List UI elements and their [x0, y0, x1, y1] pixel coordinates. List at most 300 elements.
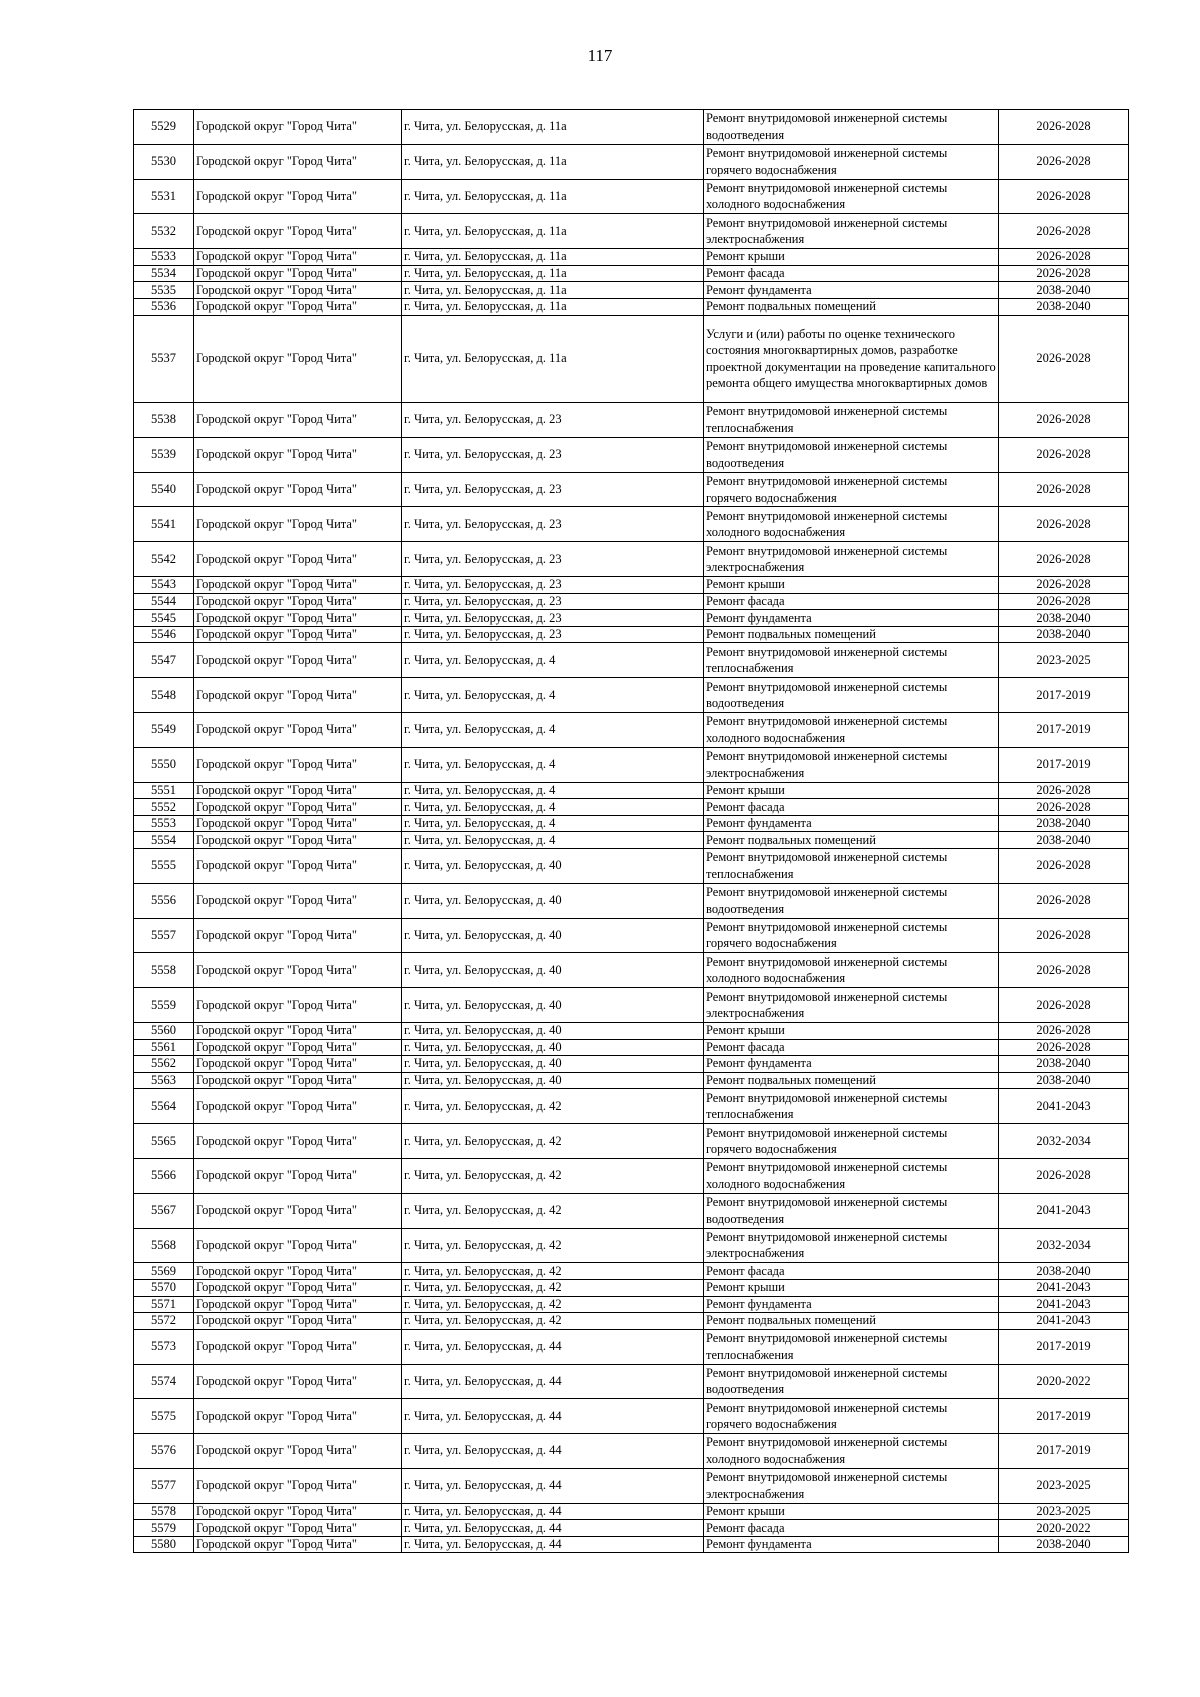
period-cell: 2026-2028 [999, 988, 1129, 1023]
table-row [134, 1193, 1129, 1228]
period-cell: 2038-2040 [999, 1056, 1129, 1073]
table-row [134, 1503, 1129, 1520]
address-cell: г. Чита, ул. Белорусская, д. 4 [402, 782, 704, 799]
work-type-cell: Ремонт крыши [704, 782, 999, 799]
period-cell: 2026-2028 [999, 593, 1129, 610]
address-cell: г. Чита, ул. Белорусская, д. 11а [402, 282, 704, 299]
table-row [134, 144, 1129, 179]
district-cell: Городской округ "Город Чита" [194, 577, 402, 594]
table-row [134, 1279, 1129, 1296]
table-row [134, 782, 1129, 799]
period-cell: 2026-2028 [999, 265, 1129, 282]
work-type-cell: Ремонт фундамента [704, 1536, 999, 1553]
period-cell: 2032-2034 [999, 1124, 1129, 1159]
row-number: 5533 [134, 249, 194, 266]
work-type-cell: Ремонт внутридомовой инженерной системы холодного водоснабжения [704, 179, 999, 214]
work-type-cell: Ремонт фундамента [704, 610, 999, 627]
period-cell: 2026-2028 [999, 1039, 1129, 1056]
table-row [134, 249, 1129, 266]
table-row [134, 1296, 1129, 1313]
work-type-cell: Ремонт фундамента [704, 1296, 999, 1313]
district-cell: Городской округ "Город Чита" [194, 1313, 402, 1330]
district-cell: Городской округ "Город Чита" [194, 144, 402, 179]
table-row [134, 1313, 1129, 1330]
address-cell: г. Чита, ул. Белорусская, д. 4 [402, 643, 704, 678]
address-cell: г. Чита, ул. Белорусская, д. 42 [402, 1158, 704, 1193]
period-cell: 2041-2043 [999, 1313, 1129, 1330]
district-cell: Городской округ "Город Чита" [194, 265, 402, 282]
work-type-cell: Ремонт внутридомовой инженерной системы теплоснабжения [704, 403, 999, 438]
period-cell: 2038-2040 [999, 282, 1129, 299]
district-cell: Городской округ "Город Чита" [194, 988, 402, 1023]
table-row [134, 1329, 1129, 1364]
table-row [134, 542, 1129, 577]
address-cell: г. Чита, ул. Белорусская, д. 40 [402, 1039, 704, 1056]
period-cell: 2023-2025 [999, 643, 1129, 678]
table-row [134, 1228, 1129, 1263]
period-cell: 2041-2043 [999, 1089, 1129, 1124]
work-type-cell: Ремонт внутридомовой инженерной системы водоотведения [704, 1193, 999, 1228]
work-type-cell: Ремонт внутридомовой инженерной системы теплоснабжения [704, 1329, 999, 1364]
row-number: 5552 [134, 799, 194, 816]
district-cell: Городской округ "Город Чита" [194, 832, 402, 849]
table-row [134, 953, 1129, 988]
district-cell: Городской округ "Город Чита" [194, 1228, 402, 1263]
row-number: 5550 [134, 747, 194, 782]
work-type-cell: Ремонт внутридомовой инженерной системы горячего водоснабжения [704, 144, 999, 179]
district-cell: Городской округ "Город Чита" [194, 799, 402, 816]
work-type-cell: Ремонт внутридомовой инженерной системы горячего водоснабжения [704, 1124, 999, 1159]
district-cell: Городской округ "Город Чита" [194, 593, 402, 610]
row-number: 5564 [134, 1089, 194, 1124]
district-cell: Городской округ "Город Чита" [194, 1329, 402, 1364]
district-cell: Городской округ "Город Чита" [194, 815, 402, 832]
period-cell: 2020-2022 [999, 1364, 1129, 1399]
district-cell: Городской округ "Город Чита" [194, 403, 402, 438]
row-number: 5531 [134, 179, 194, 214]
period-cell: 2026-2028 [999, 403, 1129, 438]
row-number: 5558 [134, 953, 194, 988]
address-cell: г. Чита, ул. Белорусская, д. 11а [402, 144, 704, 179]
row-number: 5535 [134, 282, 194, 299]
period-cell: 2026-2028 [999, 577, 1129, 594]
table-row [134, 1158, 1129, 1193]
address-cell: г. Чита, ул. Белорусская, д. 23 [402, 507, 704, 542]
period-cell: 2026-2028 [999, 848, 1129, 883]
period-cell: 2026-2028 [999, 110, 1129, 145]
table-row [134, 610, 1129, 627]
address-cell: г. Чита, ул. Белорусская, д. 11а [402, 315, 704, 403]
district-cell: Городской округ "Город Чита" [194, 953, 402, 988]
district-cell: Городской округ "Город Чита" [194, 1536, 402, 1553]
district-cell: Городской округ "Город Чита" [194, 1056, 402, 1073]
work-type-cell: Ремонт внутридомовой инженерной системы электроснабжения [704, 988, 999, 1023]
work-type-cell: Ремонт внутридомовой инженерной системы горячего водоснабжения [704, 1399, 999, 1434]
work-type-cell: Ремонт подвальных помещений [704, 832, 999, 849]
work-type-cell: Услуги и (или) работы по оценке технического состояния многоквартирных домов, разработке проектной документации на проведение капитального ремонта общего имущества многоквартирных домов [704, 315, 999, 403]
table-row [134, 832, 1129, 849]
address-cell: г. Чита, ул. Белорусская, д. 23 [402, 542, 704, 577]
work-type-cell: Ремонт подвальных помещений [704, 1313, 999, 1330]
row-number: 5546 [134, 626, 194, 643]
period-cell: 2041-2043 [999, 1279, 1129, 1296]
address-cell: г. Чита, ул. Белорусская, д. 40 [402, 883, 704, 918]
row-number: 5555 [134, 848, 194, 883]
district-cell: Городской округ "Город Чита" [194, 678, 402, 713]
row-number: 5537 [134, 315, 194, 403]
address-cell: г. Чита, ул. Белорусская, д. 40 [402, 988, 704, 1023]
address-cell: г. Чита, ул. Белорусская, д. 42 [402, 1279, 704, 1296]
period-cell: 2017-2019 [999, 747, 1129, 782]
period-cell: 2038-2040 [999, 832, 1129, 849]
table-row [134, 403, 1129, 438]
address-cell: г. Чита, ул. Белорусская, д. 11а [402, 265, 704, 282]
district-cell: Городской округ "Город Чита" [194, 249, 402, 266]
period-cell: 2038-2040 [999, 298, 1129, 315]
table-row [134, 1124, 1129, 1159]
district-cell: Городской округ "Город Чита" [194, 282, 402, 299]
work-type-cell: Ремонт внутридомовой инженерной системы холодного водоснабжения [704, 1158, 999, 1193]
table-row [134, 848, 1129, 883]
period-cell: 2026-2028 [999, 214, 1129, 249]
table-body [134, 110, 1129, 1553]
period-cell: 2038-2040 [999, 1072, 1129, 1089]
district-cell: Городской округ "Город Чита" [194, 298, 402, 315]
work-type-cell: Ремонт фасада [704, 1039, 999, 1056]
table-row [134, 1263, 1129, 1280]
row-number: 5538 [134, 403, 194, 438]
work-type-cell: Ремонт внутридомовой инженерной системы холодного водоснабжения [704, 1434, 999, 1469]
work-type-cell: Ремонт фасада [704, 1520, 999, 1537]
work-type-cell: Ремонт крыши [704, 249, 999, 266]
address-cell: г. Чита, ул. Белорусская, д. 23 [402, 610, 704, 627]
work-type-cell: Ремонт подвальных помещений [704, 626, 999, 643]
address-cell: г. Чита, ул. Белорусская, д. 42 [402, 1193, 704, 1228]
work-type-cell: Ремонт внутридомовой инженерной системы водоотведения [704, 1364, 999, 1399]
work-type-cell: Ремонт внутридомовой инженерной системы электроснабжения [704, 1468, 999, 1503]
table-row [134, 298, 1129, 315]
period-cell: 2017-2019 [999, 713, 1129, 748]
table-row [134, 626, 1129, 643]
address-cell: г. Чита, ул. Белорусская, д. 40 [402, 1022, 704, 1039]
period-cell: 2026-2028 [999, 1158, 1129, 1193]
table-row [134, 1039, 1129, 1056]
table-row [134, 799, 1129, 816]
table-row [134, 1434, 1129, 1469]
district-cell: Городской округ "Город Чита" [194, 315, 402, 403]
row-number: 5561 [134, 1039, 194, 1056]
period-cell: 2020-2022 [999, 1520, 1129, 1537]
work-type-cell: Ремонт внутридомовой инженерной системы холодного водоснабжения [704, 953, 999, 988]
work-type-cell: Ремонт крыши [704, 1503, 999, 1520]
period-cell: 2032-2034 [999, 1228, 1129, 1263]
table-row [134, 437, 1129, 472]
district-cell: Городской округ "Город Чита" [194, 1039, 402, 1056]
district-cell: Городской округ "Город Чита" [194, 1364, 402, 1399]
period-cell: 2017-2019 [999, 1434, 1129, 1469]
period-cell: 2026-2028 [999, 542, 1129, 577]
work-type-cell: Ремонт подвальных помещений [704, 1072, 999, 1089]
table-row [134, 110, 1129, 145]
address-cell: г. Чита, ул. Белорусская, д. 4 [402, 832, 704, 849]
period-cell: 2038-2040 [999, 1263, 1129, 1280]
row-number: 5567 [134, 1193, 194, 1228]
district-cell: Городской округ "Город Чита" [194, 643, 402, 678]
work-type-cell: Ремонт подвальных помещений [704, 298, 999, 315]
table-row [134, 918, 1129, 953]
work-type-cell: Ремонт крыши [704, 1279, 999, 1296]
district-cell: Городской округ "Город Чита" [194, 542, 402, 577]
row-number: 5545 [134, 610, 194, 627]
district-cell: Городской округ "Город Чита" [194, 1399, 402, 1434]
address-cell: г. Чита, ул. Белорусская, д. 4 [402, 678, 704, 713]
table-row [134, 593, 1129, 610]
period-cell: 2017-2019 [999, 1329, 1129, 1364]
work-type-cell: Ремонт внутридомовой инженерной системы электроснабжения [704, 1228, 999, 1263]
capital-repair-table [133, 109, 1129, 1553]
address-cell: г. Чита, ул. Белорусская, д. 42 [402, 1313, 704, 1330]
district-cell: Городской округ "Город Чита" [194, 214, 402, 249]
address-cell: г. Чита, ул. Белорусская, д. 23 [402, 403, 704, 438]
table-row [134, 1399, 1129, 1434]
work-type-cell: Ремонт внутридомовой инженерной системы электроснабжения [704, 747, 999, 782]
address-cell: г. Чита, ул. Белорусская, д. 44 [402, 1364, 704, 1399]
work-type-cell: Ремонт фундамента [704, 282, 999, 299]
row-number: 5577 [134, 1468, 194, 1503]
district-cell: Городской округ "Город Чита" [194, 883, 402, 918]
district-cell: Городской округ "Город Чита" [194, 848, 402, 883]
district-cell: Городской округ "Город Чита" [194, 1263, 402, 1280]
district-cell: Городской округ "Город Чита" [194, 1296, 402, 1313]
period-cell: 2026-2028 [999, 249, 1129, 266]
table-row [134, 1056, 1129, 1073]
row-number: 5547 [134, 643, 194, 678]
row-number: 5571 [134, 1296, 194, 1313]
work-type-cell: Ремонт крыши [704, 1022, 999, 1039]
table-row [134, 1022, 1129, 1039]
period-cell: 2041-2043 [999, 1193, 1129, 1228]
table-row [134, 214, 1129, 249]
row-number: 5551 [134, 782, 194, 799]
row-number: 5557 [134, 918, 194, 953]
work-type-cell: Ремонт внутридомовой инженерной системы горячего водоснабжения [704, 472, 999, 507]
address-cell: г. Чита, ул. Белорусская, д. 42 [402, 1124, 704, 1159]
work-type-cell: Ремонт фасада [704, 593, 999, 610]
row-number: 5534 [134, 265, 194, 282]
district-cell: Городской округ "Город Чита" [194, 1158, 402, 1193]
address-cell: г. Чита, ул. Белорусская, д. 4 [402, 713, 704, 748]
district-cell: Городской округ "Город Чита" [194, 1468, 402, 1503]
district-cell: Городской округ "Город Чита" [194, 626, 402, 643]
row-number: 5553 [134, 815, 194, 832]
work-type-cell: Ремонт внутридомовой инженерной системы холодного водоснабжения [704, 507, 999, 542]
period-cell: 2026-2028 [999, 437, 1129, 472]
period-cell: 2023-2025 [999, 1468, 1129, 1503]
address-cell: г. Чита, ул. Белорусская, д. 11а [402, 249, 704, 266]
work-type-cell: Ремонт фундамента [704, 815, 999, 832]
table-row [134, 1089, 1129, 1124]
work-type-cell: Ремонт внутридомовой инженерной системы горячего водоснабжения [704, 918, 999, 953]
district-cell: Городской округ "Город Чита" [194, 472, 402, 507]
period-cell: 2026-2028 [999, 315, 1129, 403]
row-number: 5542 [134, 542, 194, 577]
district-cell: Городской округ "Город Чита" [194, 782, 402, 799]
address-cell: г. Чита, ул. Белорусская, д. 23 [402, 472, 704, 507]
table-row [134, 643, 1129, 678]
work-type-cell: Ремонт внутридомовой инженерной системы теплоснабжения [704, 643, 999, 678]
period-cell: 2026-2028 [999, 179, 1129, 214]
address-cell: г. Чита, ул. Белорусская, д. 42 [402, 1228, 704, 1263]
district-cell: Городской округ "Город Чита" [194, 1022, 402, 1039]
address-cell: г. Чита, ул. Белорусская, д. 23 [402, 626, 704, 643]
address-cell: г. Чита, ул. Белорусская, д. 42 [402, 1089, 704, 1124]
row-number: 5580 [134, 1536, 194, 1553]
period-cell: 2026-2028 [999, 1022, 1129, 1039]
row-number: 5578 [134, 1503, 194, 1520]
address-cell: г. Чита, ул. Белорусская, д. 44 [402, 1503, 704, 1520]
page-number: 117 [587, 46, 613, 65]
address-cell: г. Чита, ул. Белорусская, д. 23 [402, 577, 704, 594]
period-cell: 2038-2040 [999, 610, 1129, 627]
table-row [134, 883, 1129, 918]
table-row [134, 315, 1129, 403]
row-number: 5532 [134, 214, 194, 249]
address-cell: г. Чита, ул. Белорусская, д. 40 [402, 953, 704, 988]
district-cell: Городской округ "Город Чита" [194, 610, 402, 627]
table-row [134, 1520, 1129, 1537]
table-row [134, 747, 1129, 782]
row-number: 5575 [134, 1399, 194, 1434]
table-row [134, 282, 1129, 299]
work-type-cell: Ремонт фундамента [704, 1056, 999, 1073]
row-number: 5559 [134, 988, 194, 1023]
address-cell: г. Чита, ул. Белорусская, д. 23 [402, 593, 704, 610]
row-number: 5539 [134, 437, 194, 472]
row-number: 5540 [134, 472, 194, 507]
row-number: 5543 [134, 577, 194, 594]
period-cell: 2026-2028 [999, 883, 1129, 918]
work-type-cell: Ремонт внутридомовой инженерной системы водоотведения [704, 883, 999, 918]
address-cell: г. Чита, ул. Белорусская, д. 44 [402, 1399, 704, 1434]
table-row [134, 713, 1129, 748]
district-cell: Городской округ "Город Чита" [194, 1072, 402, 1089]
period-cell: 2026-2028 [999, 799, 1129, 816]
row-number: 5570 [134, 1279, 194, 1296]
period-cell: 2038-2040 [999, 815, 1129, 832]
address-cell: г. Чита, ул. Белорусская, д. 42 [402, 1296, 704, 1313]
table-row [134, 815, 1129, 832]
work-type-cell: Ремонт внутридомовой инженерной системы теплоснабжения [704, 848, 999, 883]
address-cell: г. Чита, ул. Белорусская, д. 40 [402, 1072, 704, 1089]
work-type-cell: Ремонт внутридомовой инженерной системы водоотведения [704, 110, 999, 145]
district-cell: Городской округ "Город Чита" [194, 437, 402, 472]
address-cell: г. Чита, ул. Белорусская, д. 11а [402, 110, 704, 145]
address-cell: г. Чита, ул. Белорусская, д. 42 [402, 1263, 704, 1280]
table-row [134, 507, 1129, 542]
row-number: 5544 [134, 593, 194, 610]
address-cell: г. Чита, ул. Белорусская, д. 40 [402, 1056, 704, 1073]
district-cell: Городской округ "Город Чита" [194, 1434, 402, 1469]
work-type-cell: Ремонт крыши [704, 577, 999, 594]
period-cell: 2026-2028 [999, 953, 1129, 988]
address-cell: г. Чита, ул. Белорусская, д. 40 [402, 848, 704, 883]
district-cell: Городской округ "Город Чита" [194, 1193, 402, 1228]
row-number: 5529 [134, 110, 194, 145]
row-number: 5572 [134, 1313, 194, 1330]
address-cell: г. Чита, ул. Белорусская, д. 44 [402, 1468, 704, 1503]
row-number: 5576 [134, 1434, 194, 1469]
address-cell: г. Чита, ул. Белорусская, д. 44 [402, 1520, 704, 1537]
row-number: 5554 [134, 832, 194, 849]
table-row [134, 1364, 1129, 1399]
table-row [134, 265, 1129, 282]
row-number: 5569 [134, 1263, 194, 1280]
address-cell: г. Чита, ул. Белорусская, д. 11а [402, 298, 704, 315]
district-cell: Городской округ "Город Чита" [194, 179, 402, 214]
address-cell: г. Чита, ул. Белорусская, д. 40 [402, 918, 704, 953]
work-type-cell: Ремонт внутридомовой инженерной системы водоотведения [704, 678, 999, 713]
table-row [134, 577, 1129, 594]
row-number: 5549 [134, 713, 194, 748]
row-number: 5565 [134, 1124, 194, 1159]
district-cell: Городской округ "Город Чита" [194, 507, 402, 542]
period-cell: 2041-2043 [999, 1296, 1129, 1313]
district-cell: Городской округ "Город Чита" [194, 747, 402, 782]
address-cell: г. Чита, ул. Белорусская, д. 4 [402, 815, 704, 832]
table-row [134, 1468, 1129, 1503]
period-cell: 2038-2040 [999, 1536, 1129, 1553]
work-type-cell: Ремонт внутридомовой инженерной системы электроснабжения [704, 214, 999, 249]
row-number: 5579 [134, 1520, 194, 1537]
row-number: 5573 [134, 1329, 194, 1364]
address-cell: г. Чита, ул. Белорусская, д. 11а [402, 214, 704, 249]
table-row [134, 1536, 1129, 1553]
district-cell: Городской округ "Город Чита" [194, 713, 402, 748]
district-cell: Городской округ "Город Чита" [194, 110, 402, 145]
address-cell: г. Чита, ул. Белорусская, д. 44 [402, 1329, 704, 1364]
period-cell: 2023-2025 [999, 1503, 1129, 1520]
work-type-cell: Ремонт внутридомовой инженерной системы холодного водоснабжения [704, 713, 999, 748]
row-number: 5568 [134, 1228, 194, 1263]
period-cell: 2026-2028 [999, 472, 1129, 507]
period-cell: 2026-2028 [999, 507, 1129, 542]
row-number: 5562 [134, 1056, 194, 1073]
period-cell: 2017-2019 [999, 678, 1129, 713]
row-number: 5566 [134, 1158, 194, 1193]
row-number: 5563 [134, 1072, 194, 1089]
district-cell: Городской округ "Город Чита" [194, 1279, 402, 1296]
period-cell: 2026-2028 [999, 144, 1129, 179]
address-cell: г. Чита, ул. Белорусская, д. 11а [402, 179, 704, 214]
work-type-cell: Ремонт фасада [704, 799, 999, 816]
table-row [134, 988, 1129, 1023]
work-type-cell: Ремонт внутридомовой инженерной системы водоотведения [704, 437, 999, 472]
table-row [134, 179, 1129, 214]
address-cell: г. Чита, ул. Белорусская, д. 44 [402, 1434, 704, 1469]
district-cell: Городской округ "Город Чита" [194, 1520, 402, 1537]
row-number: 5560 [134, 1022, 194, 1039]
district-cell: Городской округ "Город Чита" [194, 918, 402, 953]
period-cell: 2026-2028 [999, 918, 1129, 953]
work-type-cell: Ремонт фасада [704, 1263, 999, 1280]
district-cell: Городской округ "Город Чита" [194, 1089, 402, 1124]
address-cell: г. Чита, ул. Белорусская, д. 44 [402, 1536, 704, 1553]
row-number: 5574 [134, 1364, 194, 1399]
table-row [134, 1072, 1129, 1089]
district-cell: Городской округ "Город Чита" [194, 1503, 402, 1520]
row-number: 5556 [134, 883, 194, 918]
row-number: 5536 [134, 298, 194, 315]
